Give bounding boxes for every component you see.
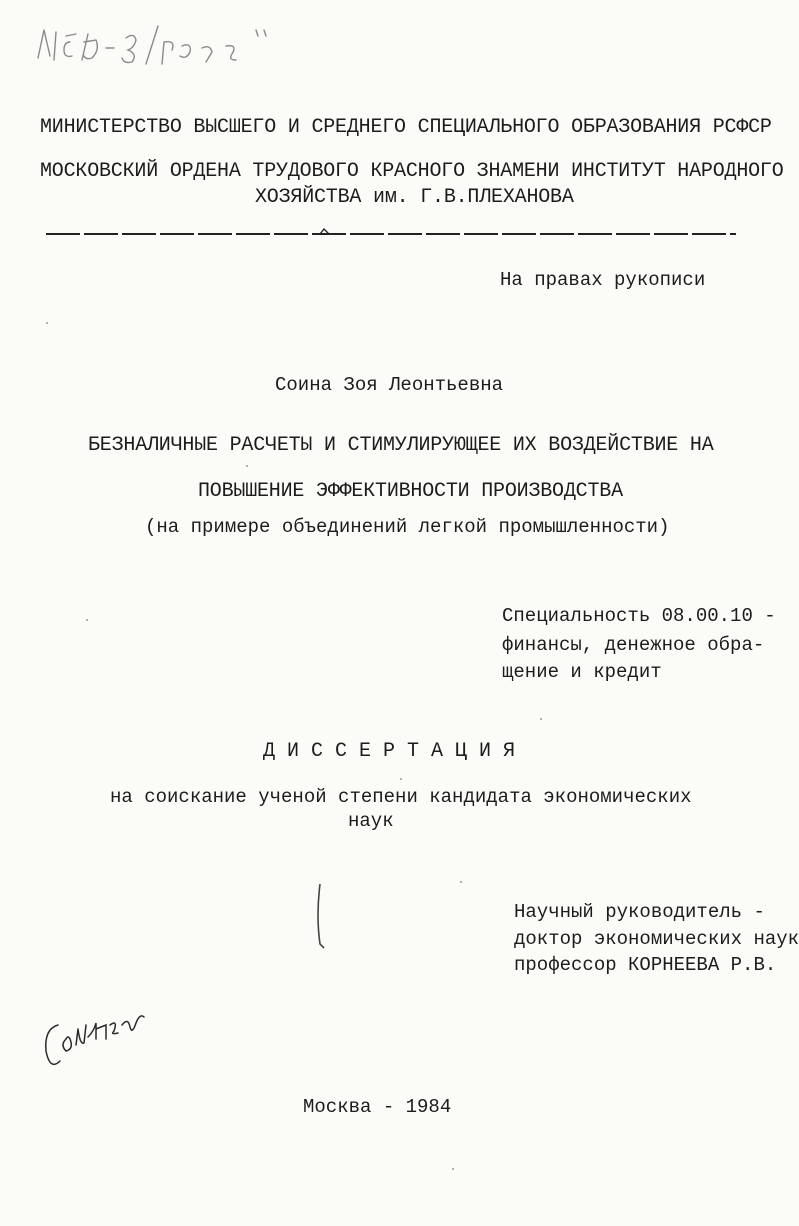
scan-speck <box>86 619 88 621</box>
institute-heading-line1: МОСКОВСКИЙ ОРДЕНА ТРУДОВОГО КРАСНОГО ЗНАМЕНИ ИНСТИТУТ НАРОДНОГО <box>40 160 784 183</box>
thesis-title-line1: БЕЗНАЛИЧНЫЕ РАСЧЕТЫ И СТИМУЛИРУЮЩЕЕ ИХ ВОЗДЕЙСТВИЕ НА <box>88 434 714 457</box>
author-name: Соина Зоя Леонтьевна <box>275 374 504 396</box>
institute-heading-line2: ХОЗЯЙСТВА им. Г.В.ПЛЕХАНОВА <box>255 186 574 209</box>
supervisor-line3: профессор КОРНЕЕВА Р.В. <box>514 954 777 976</box>
supervisor-line2: доктор экономических наук <box>514 928 799 950</box>
specialty-line3: щение и кредит <box>502 661 662 683</box>
supervisor-line1: Научный руководитель - <box>514 901 765 923</box>
scan-speck <box>400 778 402 780</box>
scan-speck <box>460 881 462 883</box>
scan-speck <box>452 1168 454 1170</box>
pencil-bracket-mark <box>310 880 340 950</box>
rights-note: На правах рукописи <box>500 269 706 291</box>
ministry-heading: МИНИСТЕРСТВО ВЫСШЕГО И СРЕДНЕГО СПЕЦИАЛЬНОГО ОБРАЗОВАНИЯ РСФСР <box>40 116 772 139</box>
scan-speck <box>246 465 248 467</box>
document-type: Д И С С Е Р Т А Ц И Я <box>263 740 516 763</box>
handwritten-signature <box>36 995 146 1080</box>
degree-line1: на соискание ученой степени кандидата экономических <box>110 786 692 808</box>
city-year: Москва - 1984 <box>303 1096 452 1118</box>
specialty-line1: Специальность 08.00.10 - <box>502 605 776 627</box>
scan-speck <box>46 322 48 324</box>
handwritten-archive-code <box>30 20 270 70</box>
thesis-subtitle: (на примере объединений легкой промышленности) <box>145 516 670 538</box>
scan-speck <box>540 718 542 720</box>
header-divider <box>46 226 736 240</box>
thesis-title-line2: ПОВЫШЕНИЕ ЭФФЕКТИВНОСТИ ПРОИЗВОДСТВА <box>198 480 623 503</box>
specialty-line2: финансы, денежное обра- <box>502 634 765 656</box>
degree-line2: наук <box>348 810 394 832</box>
